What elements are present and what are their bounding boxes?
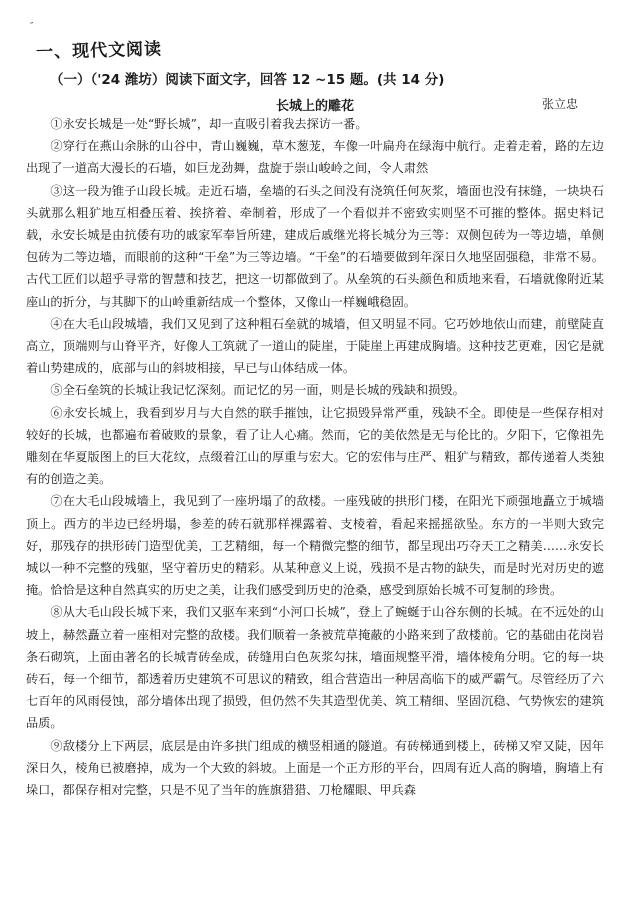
paragraph-8: ⑧从大毛山段长城下来，我们又驱车来到“小河口长城”，登上了蜿蜒于山谷东侧的长城。在不远处的山坡上，赫然矗立着一座相对完整的敌楼。我们顺着一条被荒草掩蔽的小路来到了敌楼前。它的基础由花岗岩条石砌筑，上面由著名的长城青砖垒成，砖缝用白色灰浆勾抹，墙面规整平滑，墙体棱角分明。它的每一块砖石，每一个细节，都透着历史建筑不可思议的精致，组合营造出一种居高临下的威严霸气。尽管经历了六七百年的风雨侵蚀，部分墙体出现了损毁，但仍然不失其造型优美、筑工精细、坚固沉稳、气势恢宏的建筑品质。 [26, 605, 604, 731]
paragraph-1: ①永安长城是一处“野长城”，却一直吸引着我去探访一番。 [50, 117, 368, 131]
paragraph-9: ⑨敌楼分上下两层，底层是由许多拱门组成的横竖相通的隧道。有砖梯通到楼上，砖梯又窄又陡，因年深日久，棱角已被磨掉，成为一个大致的斜坡。上面是一个正方形的平台，四周有近人高的胸墙，胸墙上有垛口，都保存相对完整，只是不见了当年的旌旗猎猎、刀枪耀眼、甲兵森 [26, 738, 604, 798]
article-author: 张立忠 [541, 97, 578, 111]
paragraph-5: ⑤全石垒筑的长城让我记忆深刻。而记忆的另一面，则是长城的残缺和损毁。 [50, 383, 465, 398]
paragraph-4: ④在大毛山段城墙，我们又见到了这种粗石垒就的城墙，但又明显不同。它巧妙地依山而建，前壁陡直高立，顶端则与山脊平齐，好像人工筑就了一道山的陡崖，于陡崖上再建成胸墙。这种技艺更难，因它是就着山势建成的，底部与山的斜坡相接，早已与山体结成一体。 [26, 316, 604, 376]
question-header: （一）（'24 潍坊）阅读下面文字，回答 12 ~15 题。(共 14 分) [50, 72, 445, 88]
paragraph-6: ⑥永安长城上，我看到岁月与大自然的联手摧蚀，让它损毁异常严重，残缺不全。即使是一些保存相对较好的长城，也都遍布着破败的景象，看了让人心痛。然而，它的美依然是无与伦比的。夕阳下，它像祖先雕刻在华夏版图上的巨大花纹，点缀着江山的厚重与宏大。它的宏伟与庄严、粗犷与精致，都传递着人类独有的创造之美。 [26, 405, 604, 487]
article-title: 长城上的雕花 [275, 99, 354, 114]
section-title: 一、现代文阅读 [35, 39, 163, 63]
corner-mark: ″ [30, 22, 34, 32]
paragraph-7: ⑦在大毛山段城墙上，我见到了一座坍塌了的敌楼。一座残破的拱形门楼，在阳光下顽强地矗立于城墙顶上。西方的半边已经坍塌，参差的砖石就那样裸露着、支棱着，看起来摇摇欲坠。东方的一半则大致完好，那残存的拱形砖门造型优美，工艺精细，每一个精微完整的细节，都呈现出巧夺天工之精美……永安长城以一种不完整的残躯，坚守着历史的精彩。从某种意义上说，残损不是古物的缺失，而是时光对历史的遮掩。恰恰是这种自然真实的历史之美，让我们感受到历史的沧桑，感受到原始长城不可复制的珍贵。 [26, 494, 604, 598]
paragraph-2: ②穿行在燕山余脉的山谷中，青山巍巍，草木葱茏，车像一叶扁舟在绿海中航行。走着走着，路的左边出现了一道高大漫长的石墙，如巨龙劲舞，盘旋于崇山峻岭之间，令人肃然 [26, 139, 604, 176]
paragraph-3: ③这一段为锥子山段长城。走近石墙，垒墙的石头之间没有浇筑任何灰浆，墙面也没有抹缝，一块块石头就那么粗犷地互相叠压着、挨挤着、牵制着，形成了一个看似并不密致实则坚不可摧的整体。据史料记载，永安长城是由抗倭有功的戚家军奉旨所建，建成后戚继光将长城分为三等：双侧包砖为一等边墙，单侧包砖为二等边墙，而眼前的这种“干垒”为三等边墙。“干垒”的石墙要做到年深日久地坚固强稳，非常不易。古代工匠们以超乎寻常的智慧和技艺，把这一切都做到了。从垒筑的石头颜色和质地来看，石墙就像附近某座山的折分，与其脚下的山岭重新结成一个整体，又像山一样巍峨稳固。 [26, 183, 604, 309]
article-body [26, 113, 604, 801]
